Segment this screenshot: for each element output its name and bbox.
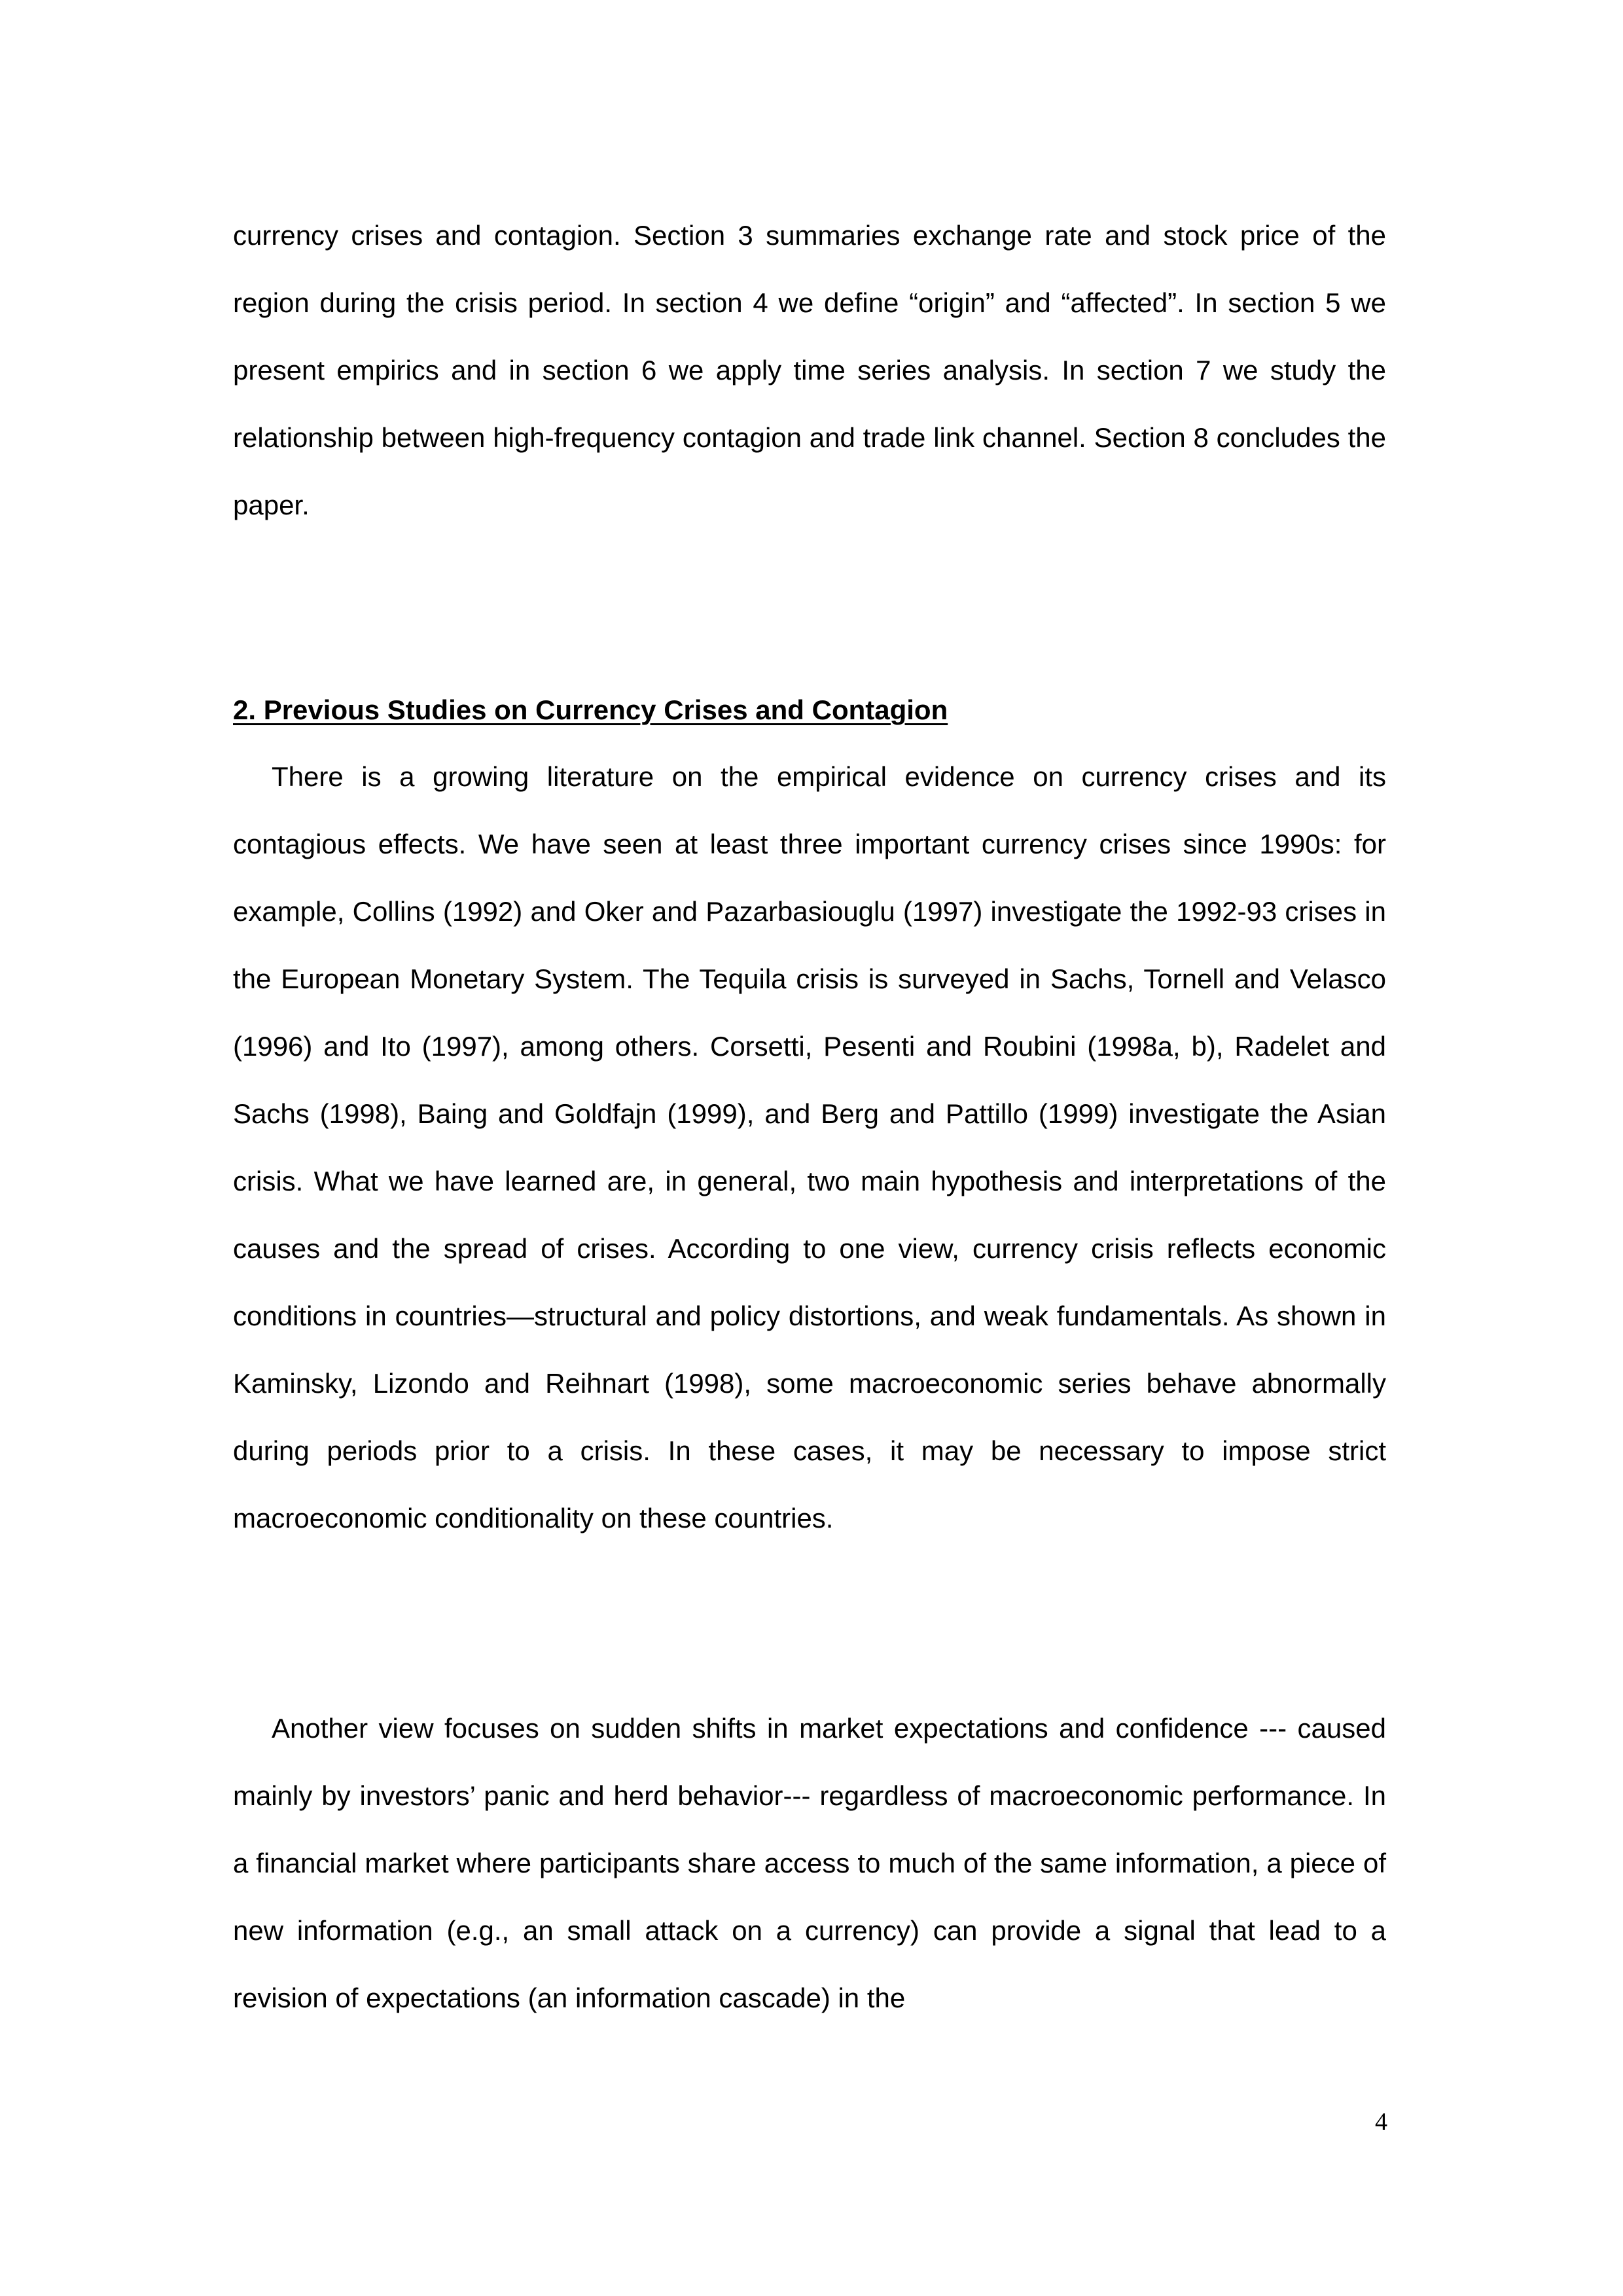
page-number: 4 — [1375, 2108, 1387, 2136]
body-paragraph-2: Another view focuses on sudden shifts in market expectations and confidence --- caused mainly by investors’ panic and herd behavior--- regardless of macroeconomic performance. In a financial market where participants share access to much of the same information, a piece of new information (e.g., an small attack on a currency) can provide a signal that lead to a revision of expectations (an information cascade) in the — [233, 1713, 1386, 2013]
section-heading: 2. Previous Studies on Currency Crises and Contagion — [233, 694, 948, 725]
intro-paragraph: currency crises and contagion. Section 3 summaries exchange rate and stock price of the region during the crisis period. In section 4 we define “origin” and “affected”. In section 5 we present empirics and in section 6 we apply time series analysis. In section 7 we study the relationship between high-frequency contagion and trade link channel. Section 8 concludes the paper. — [233, 220, 1386, 520]
body-paragraph-1: There is a growing literature on the empirical evidence on currency crises and its contagious effects. We have seen at least three important currency crises since 1990s: for example, Collins (1992) and Oker and Pazarbasiouglu (1997) investigate the 1992-93 crises in the European Monetary System. The Tequila crisis is surveyed in Sachs, Tornell and Velasco (1996) and Ito (1997), among others. Corsetti, Pesenti and Roubini (1998a, b), Radelet and Sachs (1998), Baing and Goldfajn (1999), and Berg and Pattillo (1999) investigate the Asian crisis. What we have learned are, in general, two main hypothesis and interpretations of the causes and the spread of crises. According to one view, currency crisis reflects economic conditions in countries—structural and policy distortions, and weak fundamentals. As shown in Kaminsky, Lizondo and Reihnart (1998), some macroeconomic series behave abnormally during periods prior to a crisis. In these cases, it may be necessary to impose strict macroeconomic conditionality on these countries. — [233, 761, 1386, 1534]
